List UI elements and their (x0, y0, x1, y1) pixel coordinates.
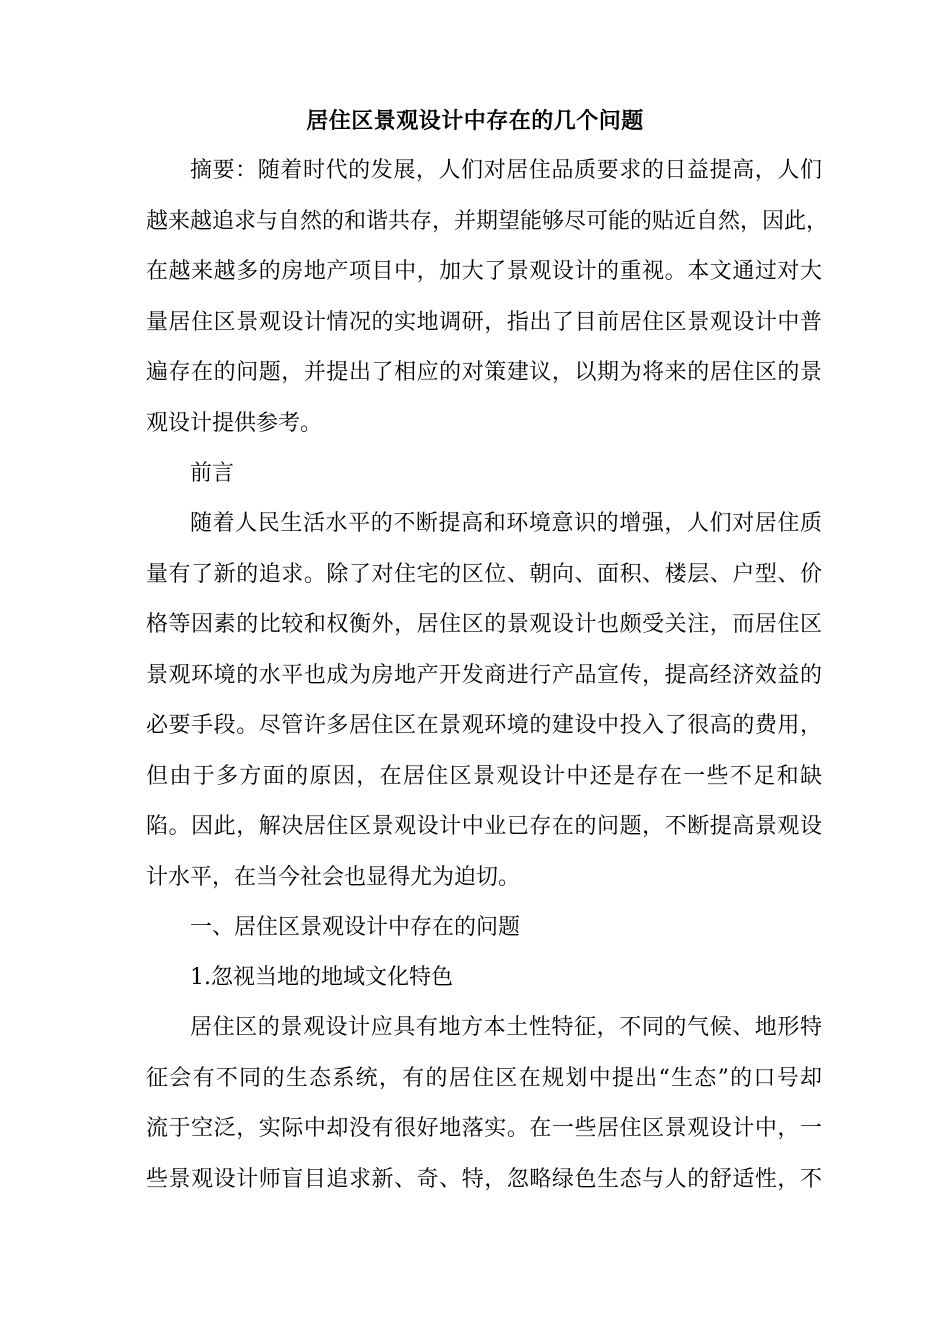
paragraph-line: 流于空泛，实际中却没有很好地落实。在一些居住区景观设计中，一 (146, 1116, 822, 1141)
paragraph-line: 些景观设计师盲目追求新、奇、特，忽略绿色生态与人的舒适性，不 (146, 1166, 822, 1192)
paragraph-line: 随着人民生活水平的不断提高和环境意识的增强，人们对居住质 (190, 511, 822, 536)
subsection-paragraph (146, 1003, 822, 1205)
paragraph-line: 越来越追求与自然的和谐共存，并期望能够尽可能的贴近自然，因此， (146, 208, 829, 234)
paragraph-line: 量居住区景观设计情况的实地调研，指出了目前居住区景观设计中普 (146, 309, 822, 335)
subsection-heading-block (146, 953, 822, 1004)
paragraph-line: 格等因素的比较和权衡外，居住区的景观设计也颇受关注，而居住区 (146, 612, 822, 637)
section-heading-block (146, 903, 822, 954)
paragraph-line: 但由于多方面的原因，在居住区景观设计中还是存在一些不足和缺 (146, 763, 822, 789)
subsection-heading: 1.忽视当地的地域文化特色 (190, 965, 453, 990)
abstract-paragraph (146, 146, 829, 449)
paragraph-line: 遍存在的问题，并提出了相应的对策建议，以期为将来的居住区的景 (146, 360, 822, 385)
preface-paragraph (146, 499, 822, 903)
section-heading: 一、居住区景观设计中存在的问题 (190, 915, 521, 940)
paragraph-line: 陷。因此，解决居住区景观设计中业已存在的问题，不断提高景观设 (146, 814, 822, 839)
paragraph-line: 在越来越多的房地产项目中，加大了景观设计的重视。本文通过对大 (146, 259, 822, 284)
preface-heading-block (146, 449, 822, 500)
paragraph-line: 摘要：随着时代的发展，人们对居住品质要求的日益提高，人们 (190, 158, 822, 183)
paragraph-line: 征会有不同的生态系统，有的居住区在规划中提出“生态”的口号却 (146, 1065, 822, 1091)
paragraph-line: 量有了新的追求。除了对住宅的区位、朝向、面积、楼层、户型、价 (146, 561, 822, 587)
paragraph-line: 计水平，在当今社会也显得尤为迫切。 (146, 864, 521, 890)
paragraph-line: 观设计提供参考。 (146, 410, 323, 436)
paragraph-line: 必要手段。尽管许多居住区在景观环境的建设中投入了很高的费用， (146, 713, 822, 738)
paragraph-line: 居住区的景观设计应具有地方本土性特征，不同的气候、地形特 (190, 1015, 822, 1040)
preface-heading: 前言 (190, 461, 235, 486)
document-title: 居住区景观设计中存在的几个问题 (306, 108, 644, 134)
paragraph-line: 景观环境的水平也成为房地产开发商进行产品宣传，提高经济效益的 (146, 662, 822, 688)
